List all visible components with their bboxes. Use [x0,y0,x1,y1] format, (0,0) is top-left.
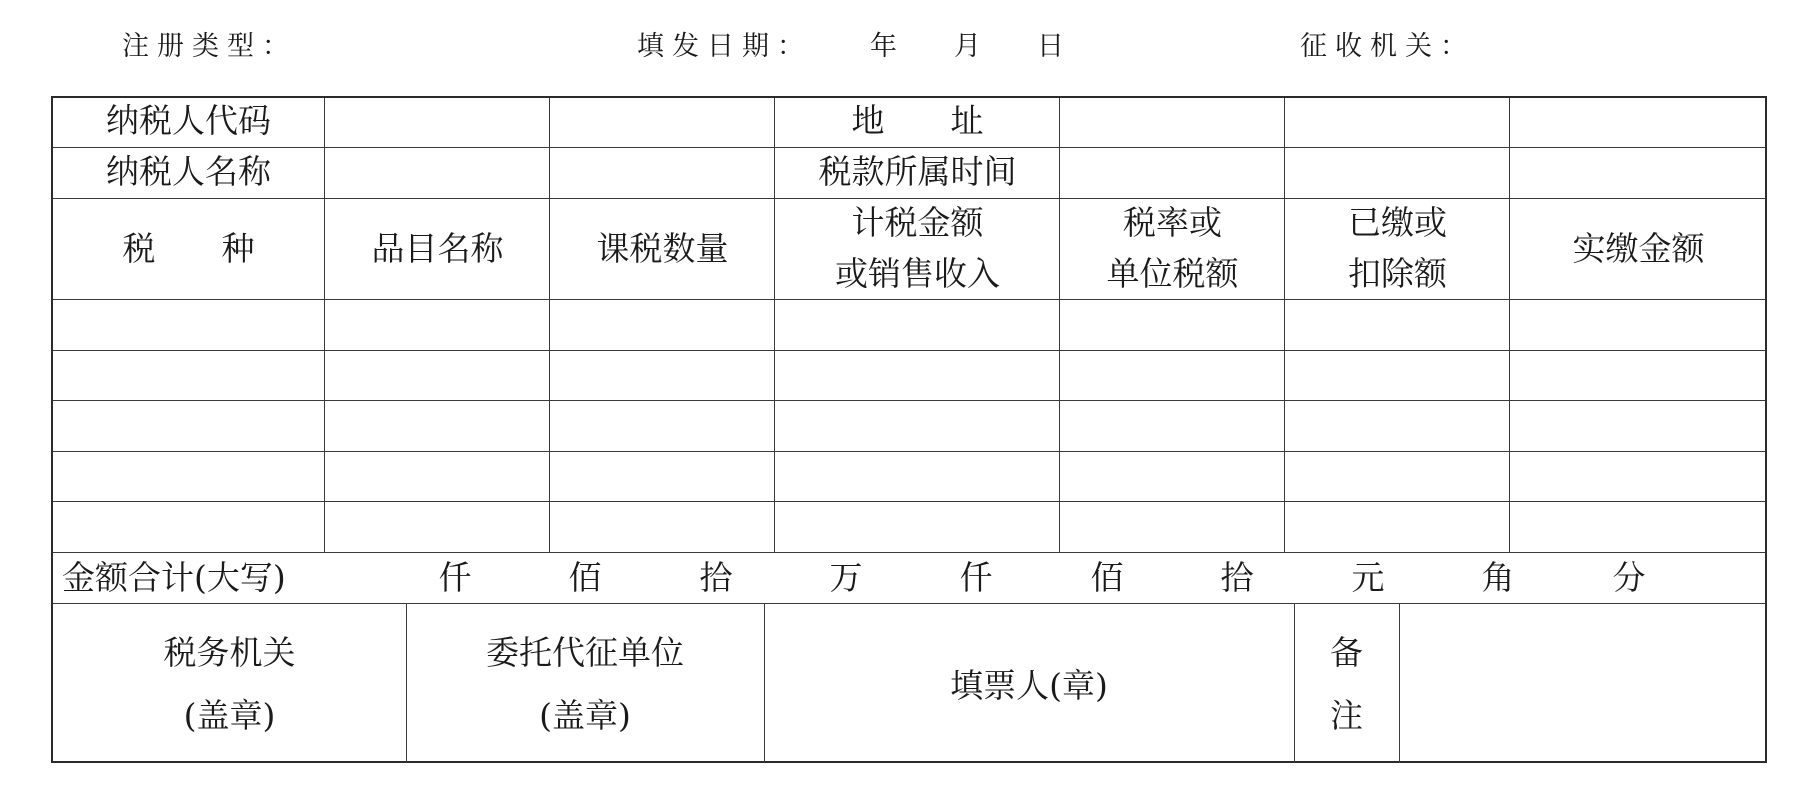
tax-period-label: 税款所属时间 [818,152,1017,191]
column-divider [1509,98,1510,552]
filler-label: 填票人(章) [950,666,1108,705]
remarks-label-line2: 注 [1330,696,1363,735]
taxpayer-code-label: 纳税人代码 [106,101,271,140]
column-header-paid-line2: 扣除额 [1348,254,1447,293]
column-header-taxable-amount-line2: 或销售收入 [835,254,1000,293]
fill-date-label: 填发日期： [637,31,812,62]
row-divider [53,603,1765,604]
column-header-item-name: 品目名称 [371,229,504,268]
unit-qian-2: 仟 [959,558,993,597]
registration-type-label: 注册类型： [122,31,297,62]
unit-wan: 万 [829,558,863,597]
column-divider [1284,98,1285,552]
unit-fen: 分 [1612,558,1646,597]
address-label: 地 址 [851,101,984,140]
unit-shi-2: 拾 [1220,558,1254,597]
column-header-taxable-quantity: 课税数量 [596,229,729,268]
tax-authority-seal-label: (盖章) [183,696,276,735]
day-label: 日 [1037,31,1064,62]
unit-shi-1: 拾 [699,558,733,597]
agent-unit-seal-label: (盖章) [539,696,631,735]
column-header-paid-line1: 已缴或 [1348,203,1447,242]
column-divider [1399,603,1400,763]
column-divider [549,98,550,552]
column-divider [324,98,325,552]
unit-bai-2: 佰 [1090,558,1124,597]
agent-unit-label: 委托代征单位 [486,633,684,672]
year-label: 年 [870,31,897,62]
column-header-tax-type: 税 种 [122,229,255,268]
month-label: 月 [954,31,981,62]
unit-jiao: 角 [1481,558,1515,597]
unit-bai-1: 佰 [568,558,602,597]
column-header-tax-rate-line1: 税率或 [1123,203,1222,242]
column-header-actual-paid: 实缴金额 [1572,229,1705,268]
collection-authority-label: 征收机关： [1300,31,1475,62]
taxpayer-name-label: 纳税人名称 [106,152,271,191]
tax-authority-label: 税务机关 [163,633,296,672]
remarks-label-line1: 备 [1330,633,1363,672]
column-header-tax-rate-line2: 单位税额 [1106,254,1239,293]
unit-qian-1: 仟 [438,558,472,597]
total-amount-label: 金额合计(大写) [62,558,286,597]
unit-yuan: 元 [1351,558,1385,597]
column-header-taxable-amount-line1: 计税金额 [851,203,984,242]
